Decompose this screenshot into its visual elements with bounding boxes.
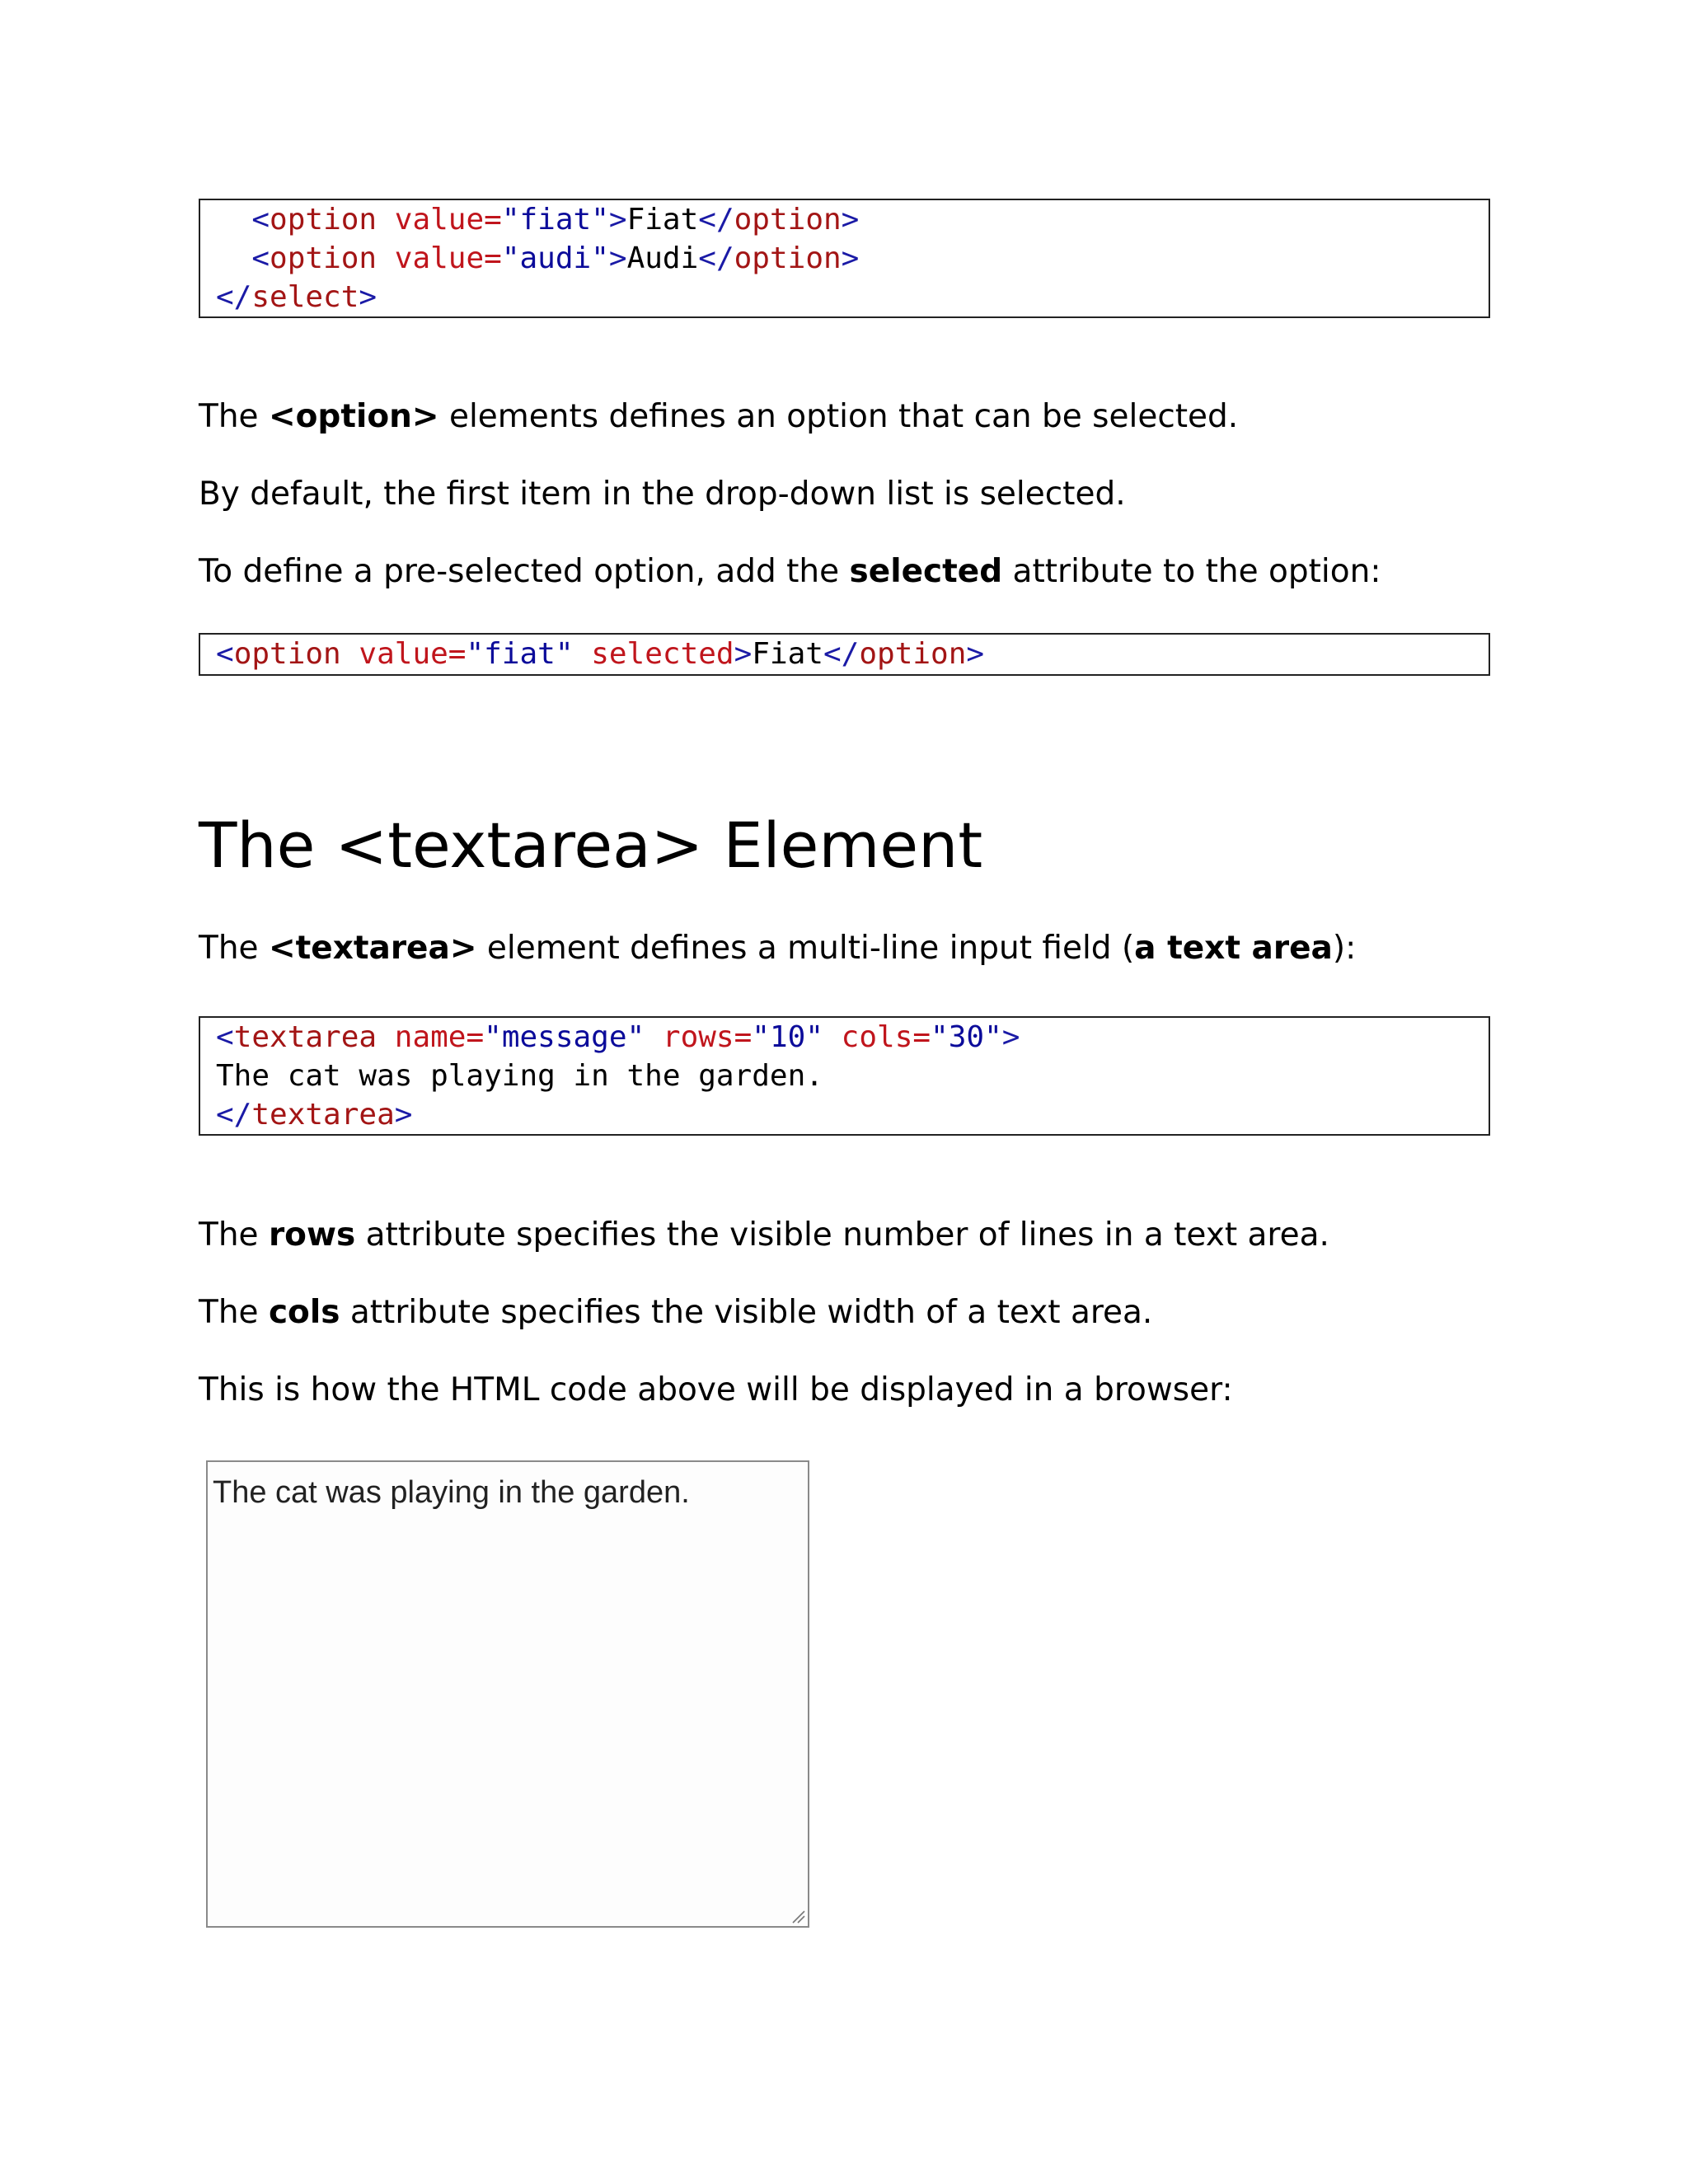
code-token: option <box>734 241 842 275</box>
code-token: > <box>608 203 627 237</box>
code-token: textarea <box>251 1098 395 1132</box>
text-span: attribute specifies the visible width of a text area. <box>340 1294 1153 1331</box>
bold-text: <option> <box>268 398 439 435</box>
section-heading-textarea: The <textarea> Element <box>199 808 983 882</box>
code-block-selected-option <box>199 633 1490 676</box>
paragraph-default-selection: By default, the first item in the drop-down list is selected. <box>199 476 1126 513</box>
code-token: cols= <box>841 1020 931 1054</box>
code-line <box>216 1018 1489 1057</box>
textarea-demo[interactable] <box>206 1460 809 1928</box>
code-token: Fiat <box>752 637 823 671</box>
code-token: The cat was playing in the garden. <box>216 1059 823 1093</box>
text-span: attribute to the option: <box>1002 553 1381 590</box>
bold-text: rows <box>268 1216 356 1254</box>
code-token: </ <box>698 203 734 237</box>
code-token: rows= <box>662 1020 753 1054</box>
code-token: value= <box>359 637 467 671</box>
paragraph-option-element <box>199 396 1238 438</box>
paragraph-textarea-element <box>199 928 1356 969</box>
code-line <box>216 200 1489 239</box>
code-token: "30" <box>931 1020 1002 1054</box>
text-span: The <box>199 1216 269 1254</box>
code-token: </ <box>698 241 734 275</box>
code-token <box>341 637 359 671</box>
paragraph-browser-display: This is how the HTML code above will be displayed in a browser: <box>199 1371 1233 1408</box>
text-span: elements defines an option that can be selected. <box>438 398 1239 435</box>
code-token: "10" <box>752 1020 823 1054</box>
code-token <box>574 637 592 671</box>
code-token: "message" <box>484 1020 645 1054</box>
code-token: < <box>216 637 234 671</box>
text-span: element defines a multi-line input field ( <box>476 930 1135 967</box>
code-token <box>823 1020 842 1054</box>
resize-grip-icon[interactable] <box>790 1908 806 1924</box>
code-token <box>216 203 251 237</box>
code-token <box>645 1020 663 1054</box>
text-span: The <box>199 930 269 967</box>
code-token: "fiat" <box>466 637 574 671</box>
paragraph-cols-attribute <box>199 1292 1152 1333</box>
text-span: The <box>199 1294 269 1331</box>
paragraph-rows-attribute <box>199 1215 1329 1256</box>
code-token: option <box>734 203 842 237</box>
code-token: option <box>270 241 377 275</box>
code-block-select-options <box>199 199 1490 318</box>
text-span: ): <box>1332 930 1357 967</box>
bold-text: a text area <box>1134 930 1333 967</box>
code-token: option <box>233 637 341 671</box>
bold-text: <textarea> <box>268 930 477 967</box>
code-token: > <box>734 637 753 671</box>
code-token: > <box>359 280 377 314</box>
code-token <box>216 241 251 275</box>
code-token: </ <box>823 637 860 671</box>
code-token: selected <box>591 637 734 671</box>
code-line <box>216 1095 1489 1134</box>
code-block-textarea <box>199 1016 1490 1136</box>
code-token: option <box>859 637 967 671</box>
code-token: > <box>394 1098 413 1132</box>
code-line <box>216 239 1489 278</box>
code-line <box>216 1057 1489 1095</box>
code-token: textarea <box>233 1020 377 1054</box>
paragraph-preselected-option <box>199 551 1381 593</box>
code-token: name= <box>394 1020 485 1054</box>
code-token: > <box>1001 1020 1020 1054</box>
code-token: option <box>270 203 377 237</box>
code-token: > <box>841 203 860 237</box>
code-token <box>377 203 395 237</box>
code-token: </ <box>216 1098 252 1132</box>
text-span: attribute specifies the visible number of lines in a text area. <box>355 1216 1329 1254</box>
code-token: > <box>966 637 985 671</box>
text-span: To define a pre-selected option, add the <box>199 553 850 590</box>
code-token <box>377 241 395 275</box>
code-token: value= <box>394 241 502 275</box>
code-token: select <box>251 280 359 314</box>
code-token: </ <box>216 280 252 314</box>
text-span: The <box>199 398 269 435</box>
code-token: value= <box>394 203 502 237</box>
code-token: "audi" <box>501 241 609 275</box>
code-token: < <box>251 241 270 275</box>
code-token: Audi <box>626 241 699 275</box>
code-line <box>216 278 1489 316</box>
code-token: < <box>216 1020 234 1054</box>
code-token <box>377 1020 395 1054</box>
code-token: "fiat" <box>501 203 609 237</box>
code-line <box>216 635 1489 673</box>
code-token: > <box>841 241 860 275</box>
bold-text: cols <box>268 1294 340 1331</box>
code-token: Fiat <box>626 203 699 237</box>
code-token: > <box>608 241 627 275</box>
code-token: < <box>251 203 270 237</box>
bold-text: selected <box>849 553 1003 590</box>
